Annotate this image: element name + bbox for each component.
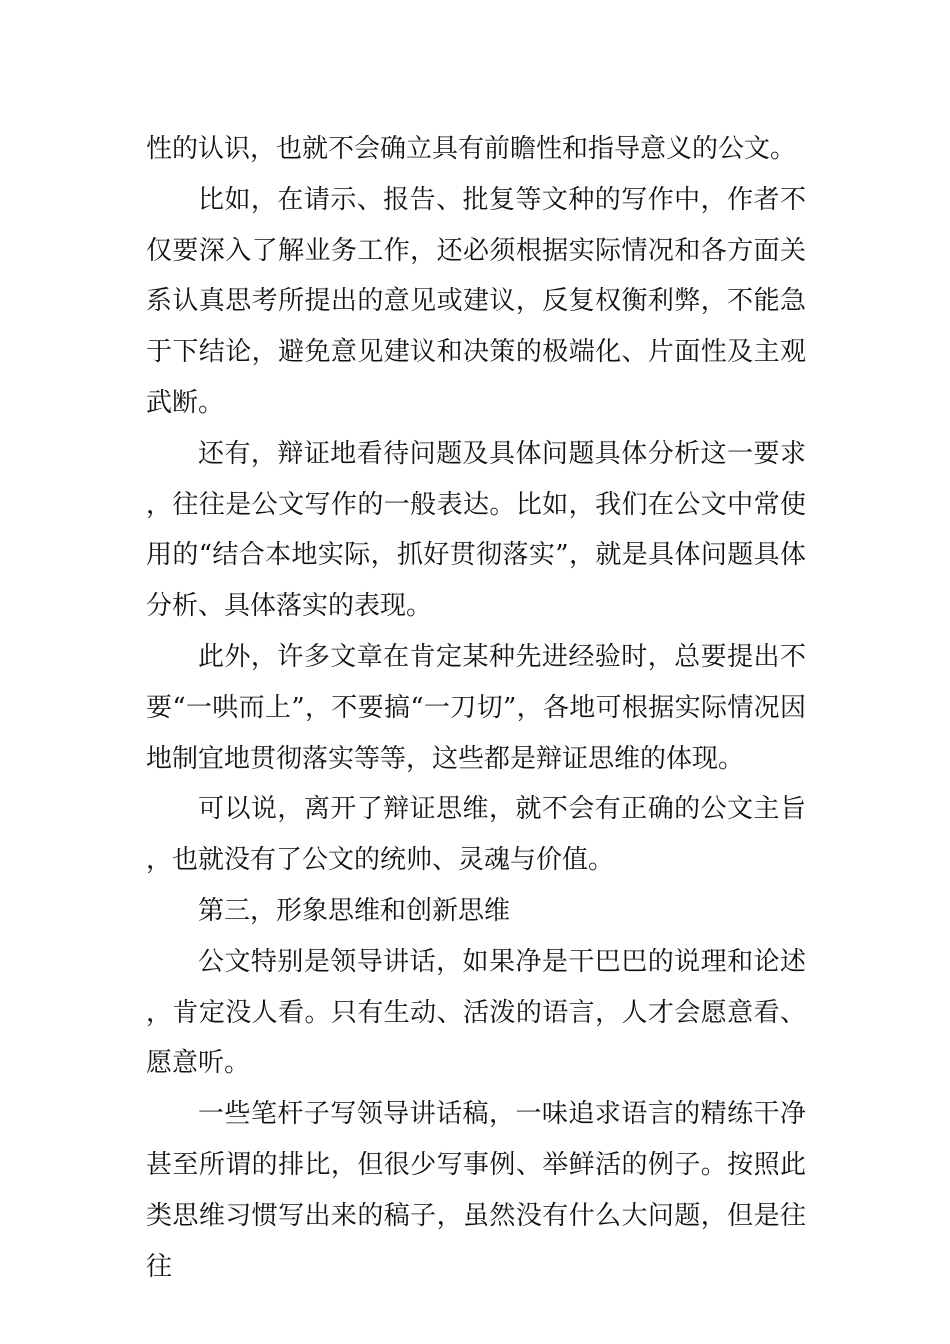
section-heading: 第三，形象思维和创新思维 (198, 895, 511, 926)
paragraph-dialectic-analysis: 还有，辩证地看待问题及具体问题具体分析这一要求，往往是公文写作的一般表达。比如，我们在公文中常使用的“结合本地实际，抓好贯彻落实”，就是具体问题具体分析、具体落实的表现。 (146, 438, 806, 622)
paragraph-writers-habit: 一些笔杆子写领导讲话稿，一味追求语言的精练干净甚至所谓的排比，但很少写事例、举鲜活的例子。按照此类思维习惯写出来的稿子，虽然没有什么大问题，但是往往 (146, 1099, 806, 1282)
paragraph-leader-speech: 公文特别是领导讲话，如果净是干巴巴的说理和论述，肯定没人看。只有生动、活泼的语言，人才会愿意看、愿意听。 (146, 946, 806, 1079)
paragraph-example-request: 比如，在请示、报告、批复等文种的写作中，作者不仅要深入了解业务工作，还必须根据实际情况和各方面关系认真思考所提出的意见或建议，反复权衡利弊，不能急于下结论，避免意见建议和决策的极端化、片面性及主观武断。 (146, 184, 806, 418)
document-page (146, 124, 806, 1292)
paragraph-advanced-experience: 此外，许多文章在肯定某种先进经验时，总要提出不要“一哄而上”，不要搞“一刀切”，各地可根据实际情况因地制宜地贯彻落实等等，这些都是辩证思维的体现。 (146, 641, 806, 774)
paragraph-summary: 可以说，离开了辩证思维，就不会有正确的公文主旨，也就没有了公文的统帅、灵魂与价值。 (146, 794, 806, 876)
paragraph-continuation: 性的认识，也就不会确立具有前瞻性和指导意义的公文。 (146, 134, 797, 164)
